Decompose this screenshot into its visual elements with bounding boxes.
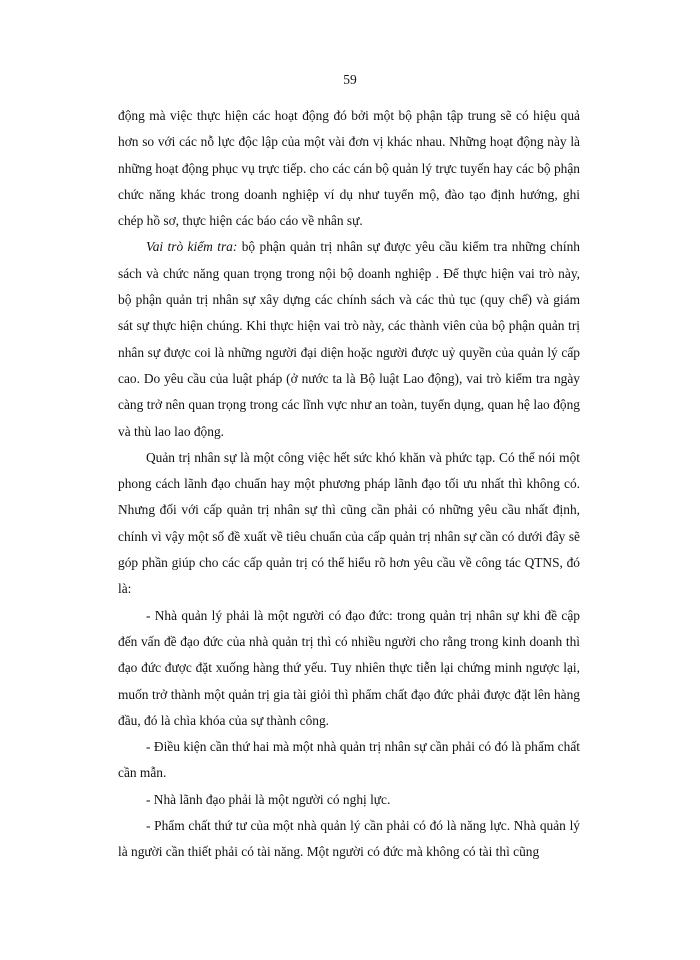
paragraph-continuation: động mà việc thực hiện các hoạt động đó bởi một bộ phận tập trung sẽ có hiệu quả hơn so với các nỗ lực độc lập của một vài đơn vị khác nhau. Những hoạt động này là những hoạt động phục vụ trực tiếp. cho các cán bộ quản lý trực tuyến hay các bộ phận chức năng khác trong doanh nghiệp ví dụ như tuyển mộ, đào tạo định hướng, ghi chép hồ sơ, thực hiện các báo cáo về nhân sự. xyxy=(118,108,580,229)
role-label: Vai trò kiểm tra: xyxy=(146,239,238,255)
page-number: 59 xyxy=(343,72,357,87)
paragraph-text: bộ phận quản trị nhân sự được yêu cầu kiểm tra những chính sách và chức năng quan trọng trong nội bộ doanh nghiệp . Để thực hiện vai trò này, bộ phận quản trị nhân sự xây dựng các chính sách và các thủ tục (quy chế) và giám sát sự thực hiện chúng. Khi thực hiện vai trò này, các thành viên của bộ phận quản trị nhân sự được coi là những người đại diện hoặc người được uỷ quyền của quản lý cấp cao. Do yêu cầu của luật pháp (ở nước ta là Bộ luật Lao động), vai trò kiểm tra ngày càng trở nên quan trọng trong các lĩnh vực như an toàn, tuyển dụng, quan hệ lao động và thù lao lao động. xyxy=(118,239,580,439)
paragraph-hr-management: Quản trị nhân sự là một công việc hết sức khó khăn và phức tạp. Có thể nói một phong cách lãnh đạo chuẩn hay một phương pháp lãnh đạo tối ưu nhất thì không có. Nhưng đối với cấp quản trị nhân sự thì cũng cần phải có những yêu cầu nhất định, chính vì vậy một số đề xuất về tiêu chuẩn của cấp quản trị nhân sự cần có dưới đây sẽ góp phần giúp cho các cấp quản trị có thể hiểu rõ hơn yêu cầu về công tác QTNS, đó là: xyxy=(118,449,580,597)
list-item-diligence: - Điều kiện cần thứ hai mà một nhà quản trị nhân sự cần phải có đó là phẩm chất cần mẫn. xyxy=(118,739,580,781)
paragraph-control-role xyxy=(118,234,580,444)
list-item-competence: - Phẩm chất thứ tư của một nhà quản lý cần phải có đó là năng lực. Nhà quản lý là người cần thiết phải có tài năng. Một người có đức mà không có tài thì cũng xyxy=(118,818,580,860)
list-item-ethics: - Nhà quản lý phải là một người có đạo đức: trong quản trị nhân sự khi đề cập đến vấn đề đạo đức của nhà quản trị thì có nhiều người cho rằng trong kinh doanh thì đạo đức được đặt xuống hàng thứ yếu. Tuy nhiên thực tiễn lại chứng minh ngược lại, muốn trở thành một quản trị gia tài giỏi thì phẩm chất đạo đức phải được đặt lên hàng đầu, đó là chìa khóa của sự thành công. xyxy=(118,607,580,728)
list-item-willpower: - Nhà lãnh đạo phải là một người có nghị lực. xyxy=(146,791,391,807)
document-body xyxy=(118,103,580,866)
